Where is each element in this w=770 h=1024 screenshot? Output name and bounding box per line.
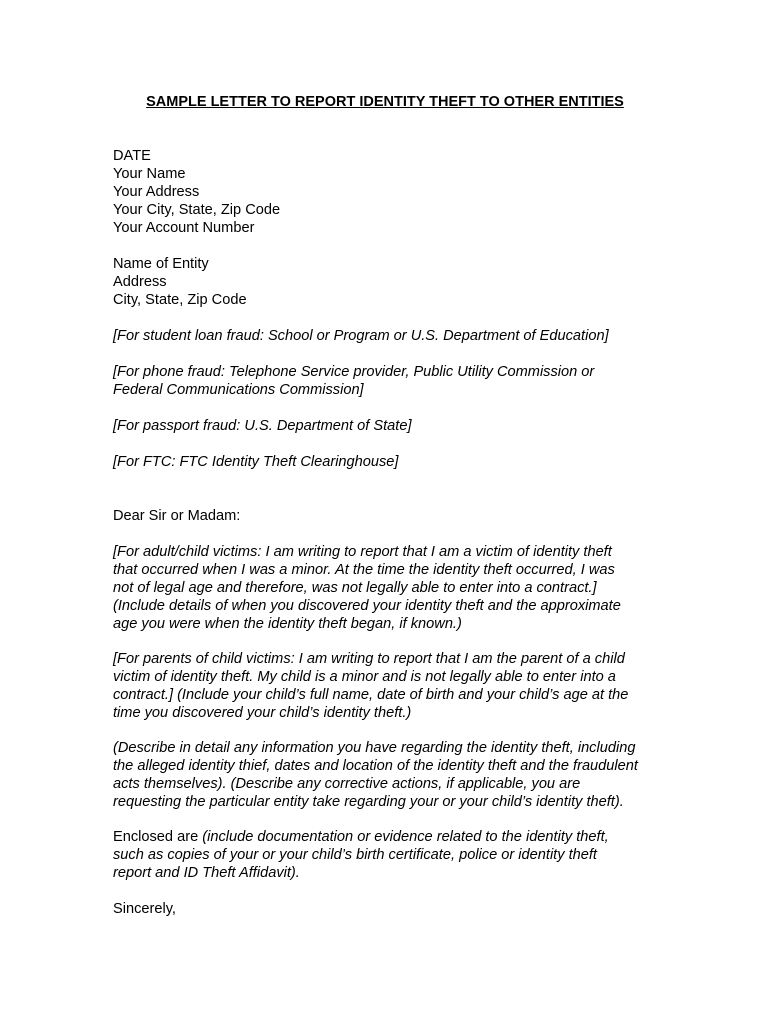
recipient-block [113, 255, 673, 309]
entity-option-student-loan [113, 327, 673, 345]
paragraph-line: [For parents of child victims: I am writing to report that I am the parent of a child [113, 651, 625, 667]
paragraph-line: age you were when the identity theft began, if known.) [113, 616, 462, 632]
sender-block [113, 147, 673, 237]
salutation: Dear Sir or Madam: [113, 508, 241, 524]
paragraph-line: that occurred when I was a minor. At the time the identity theft occurred, I was [113, 562, 615, 578]
closing-block [113, 900, 673, 918]
paragraph-parents [113, 650, 673, 722]
paragraph-line: contract.] (Include your child’s full name, date of birth and your child’s age at the [113, 687, 629, 703]
entity-option-line: [For student loan fraud: School or Program or U.S. Department of Education] [113, 328, 609, 344]
paragraph-line: victim of identity theft. My child is a minor and is not legally able to enter into a [113, 669, 616, 685]
sender-date: DATE [113, 148, 151, 164]
entity-option-phone [113, 363, 673, 399]
paragraph-line: such as copies of your or your child’s birth certificate, police or identity theft [113, 847, 597, 863]
entity-option-line: [For FTC: FTC Identity Theft Clearinghouse] [113, 454, 399, 470]
paragraph-line: acts themselves). (Describe any corrective actions, if applicable, you are [113, 776, 581, 792]
paragraph-line: requesting the particular entity take regarding your or your child’s identity theft). [113, 794, 624, 810]
paragraph-line [113, 828, 673, 846]
paragraph-line: time you discovered your child’s identity theft.) [113, 705, 412, 721]
entity-option-ftc [113, 453, 673, 471]
entity-option-passport [113, 417, 673, 435]
entity-option-line: [For passport fraud: U.S. Department of State] [113, 418, 412, 434]
entity-option-line: Federal Communications Commission] [113, 382, 364, 398]
sender-city: Your City, State, Zip Code [113, 202, 281, 218]
paragraph-enclosed [113, 828, 673, 882]
entity-option-line: [For phone fraud: Telephone Service provider, Public Utility Commission or [113, 364, 595, 380]
paragraph-adult-child [113, 543, 673, 633]
closing: Sincerely, [113, 901, 176, 917]
enclosed-text: (include documentation or evidence related to the identity theft, [202, 829, 609, 845]
paragraph-line: report and ID Theft Affidavit). [113, 865, 300, 881]
sender-account: Your Account Number [113, 220, 255, 236]
paragraph-line: (Describe in detail any information you have regarding the identity theft, including [113, 740, 636, 756]
paragraph-line: (Include details of when you discovered your identity theft and the approximate [113, 598, 621, 614]
sender-address: Your Address [113, 184, 200, 200]
recipient-name: Name of Entity [113, 256, 209, 272]
paragraph-line: the alleged identity thief, dates and location of the identity theft and the fraudulent [113, 758, 638, 774]
enclosed-label: Enclosed are [113, 829, 203, 845]
paragraph-line: [For adult/child victims: I am writing to report that I am a victim of identity theft [113, 544, 612, 560]
paragraph-describe [113, 739, 673, 811]
recipient-address: Address [113, 274, 167, 290]
sender-name: Your Name [113, 166, 186, 182]
recipient-city: City, State, Zip Code [113, 292, 247, 308]
paragraph-line: not of legal age and therefore, was not legally able to enter into a contract.] [113, 580, 597, 596]
letter-title: SAMPLE LETTER TO REPORT IDENTITY THEFT TO OTHER ENTITIES [146, 94, 624, 110]
salutation-block [113, 507, 673, 525]
